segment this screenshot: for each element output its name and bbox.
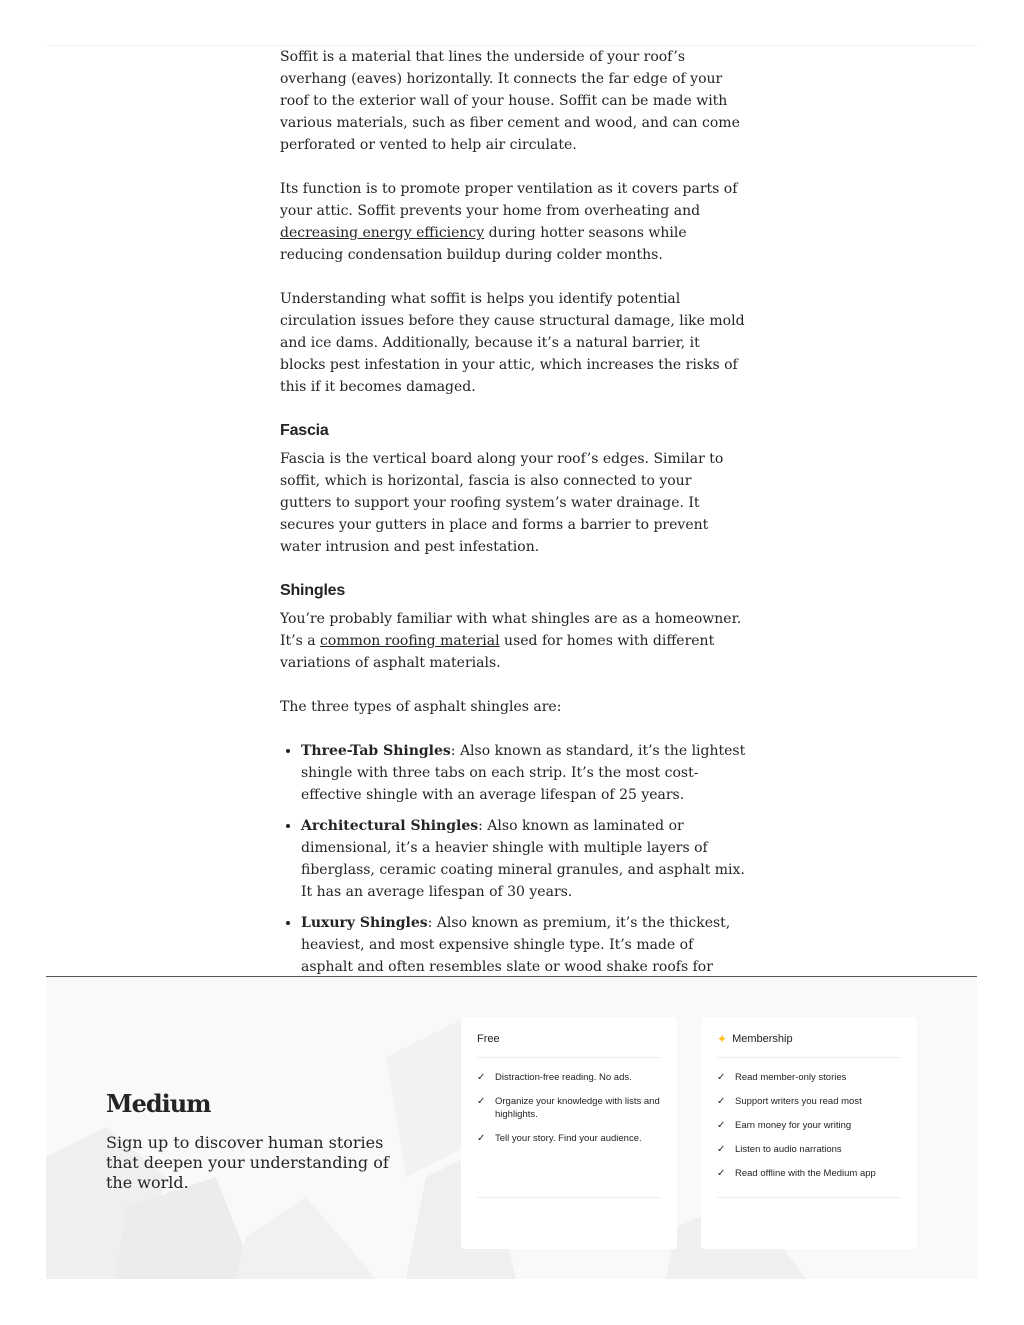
list-item [717, 1167, 901, 1180]
soffit-paragraph-2-text-a: Its function is to promote proper ventilation as it covers parts of your attic. Soffit prevents your home from overheating and [280, 181, 738, 219]
shingles-paragraph-1 [280, 608, 746, 674]
soffit-paragraph-3: Understanding what soffit is helps you identify potential circulation issues before they cause structural damage, like mold and ice dams. Additionally, because it’s a natural barrier, it blocks pest infestation in your attic, which increases the risks of this if it becomes damaged. [280, 291, 745, 395]
list-item [717, 1095, 901, 1108]
list-item [301, 912, 746, 976]
check-icon: ✓ [717, 1144, 726, 1155]
shingles-paragraph-2: The three types of asphalt shingles are: [280, 699, 562, 715]
list-item [477, 1095, 661, 1121]
list-item [301, 740, 746, 806]
feature-text: Distraction-free reading. No ads. [495, 1072, 632, 1083]
shingles-paragraph-1-text-b: used for homes with different variations of asphalt materials. [280, 633, 715, 671]
check-icon: ✓ [717, 1096, 726, 1107]
list-item [717, 1071, 901, 1084]
list-item [477, 1132, 661, 1145]
check-icon: ✓ [477, 1133, 486, 1144]
list-item [717, 1119, 901, 1132]
feature-text: Tell your story. Find your audience. [495, 1133, 642, 1144]
feature-text: Read member-only stories [735, 1072, 847, 1083]
membership-plan-card[interactable] [701, 1017, 917, 1249]
shingle-type-desc: : Also known as laminated or dimensional, it’s a heavier shingle with multiple layers of fiberglass, ceramic coating mineral granules, and asphalt mix. It has an average lifespan of 30 years. [301, 818, 745, 900]
shingle-type-name: Architectural Shingles [301, 818, 479, 834]
energy-efficiency-link[interactable]: decreasing energy efficiency [280, 225, 485, 241]
check-icon: ✓ [717, 1168, 726, 1179]
shingle-type-name: Luxury Shingles [301, 915, 428, 931]
list-item [301, 815, 746, 903]
check-icon: ✓ [717, 1120, 726, 1131]
medium-logo[interactable]: Medium [106, 1089, 211, 1118]
membership-plan-title-text: Membership [732, 1033, 793, 1045]
sparkle-icon: ✦ [717, 1032, 728, 1046]
signup-tagline: Sign up to discover human stories that deepen your understanding of the world. [106, 1133, 389, 1192]
feature-text: Support writers you read most [735, 1096, 862, 1107]
card-divider [717, 1197, 901, 1198]
feature-text: Organize your knowledge with lists and highlights. [495, 1096, 660, 1120]
free-plan-card[interactable] [461, 1017, 677, 1249]
card-divider [477, 1197, 661, 1198]
soffit-paragraph-2-text-b: during hotter seasons while reducing condensation buildup during colder months. [280, 225, 687, 263]
soffit-paragraph-2 [280, 178, 746, 266]
shingle-type-desc: : Also known as premium, it’s the thickest, heaviest, and most expensive shingle type. It’s made of asphalt and often resembles slate or wood shake roofs for [301, 915, 731, 975]
signup-footer [46, 976, 977, 1279]
check-icon: ✓ [717, 1072, 726, 1083]
free-plan-title-text: Free [477, 1033, 500, 1045]
shingle-type-desc: : Also known as standard, it’s the lightest shingle with three tabs on each strip. It’s the most cost-effective shingle with an average lifespan of 25 years. [301, 743, 746, 803]
article-body [280, 46, 746, 976]
feature-text: Read offline with the Medium app [735, 1168, 876, 1179]
shingle-types-list [280, 740, 746, 976]
soffit-paragraph-1: Soffit is a material that lines the underside of your roof’s overhang (eaves) horizontally. It connects the far edge of your roof to the exterior wall of your house. Soffit can be made with various materials, such as fiber cement and wood, and can come perforated or vented to help air circulate. [280, 49, 740, 153]
check-icon: ✓ [477, 1096, 486, 1107]
feature-text: Listen to audio narrations [735, 1144, 842, 1155]
shingles-paragraph-1-text-a: You’re probably familiar with what shingles are as a homeowner. It’s a [280, 611, 742, 649]
shingles-heading: Shingles [280, 582, 346, 599]
fascia-heading: Fascia [280, 422, 329, 439]
shingle-type-name: Three-Tab Shingles [301, 743, 451, 759]
free-plan-features [477, 1071, 661, 1156]
list-item [477, 1071, 661, 1084]
free-plan-title [477, 1033, 661, 1058]
common-roofing-material-link[interactable]: common roofing material [320, 633, 500, 649]
membership-plan-features [717, 1071, 901, 1191]
feature-text: Earn money for your writing [735, 1120, 852, 1131]
list-item [717, 1143, 901, 1156]
membership-plan-title [717, 1033, 901, 1058]
fascia-paragraph: Fascia is the vertical board along your roof’s edges. Similar to soffit, which is horizontal, fascia is also connected to your gutters to support your roofing system’s water drainage. It secures your gutters in place and forms a barrier to prevent water intrusion and pest infestation. [280, 451, 724, 555]
check-icon: ✓ [477, 1072, 486, 1083]
